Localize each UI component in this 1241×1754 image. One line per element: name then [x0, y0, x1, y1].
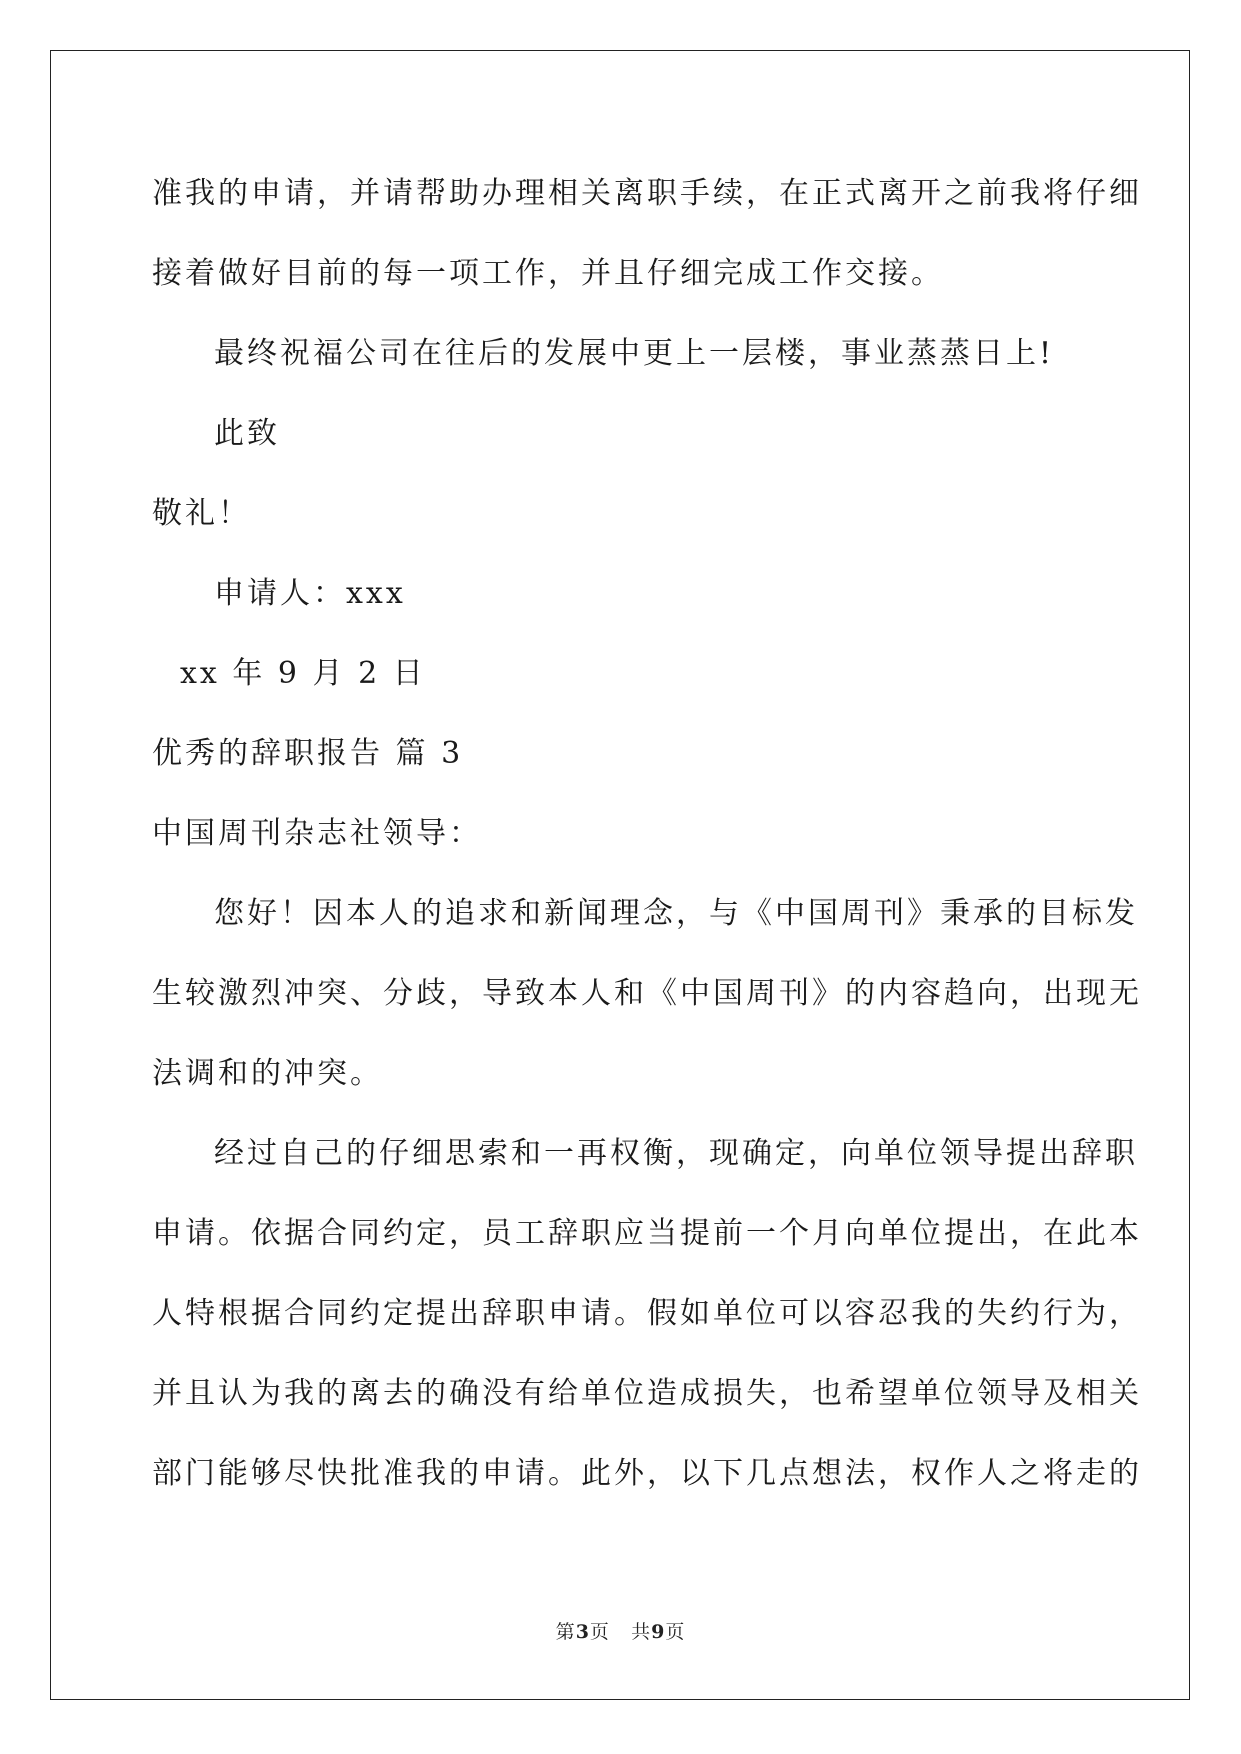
page-suffix: 页 [589, 1621, 610, 1643]
section-heading: 优秀的辞职报告 篇 3 [152, 736, 464, 771]
page-footer [0, 1617, 1241, 1644]
page-frame [50, 50, 1190, 1700]
text-line-1: 准我的申请，并请帮助办理相关离职手续，在正式离开之前我将仔细 [152, 176, 1142, 211]
text-line-3: 最终祝福公司在往后的发展中更上一层楼，事业蒸蒸日上! [214, 336, 1055, 371]
text-line-recipient: 中国周刊杂志社领导： [152, 816, 482, 851]
page-total: 9 [651, 1621, 666, 1643]
text-line-applicant: 申请人：xxx [214, 576, 406, 611]
text-line-closing: 此致 [214, 416, 280, 451]
total-suffix: 页 [665, 1621, 686, 1643]
text-line-salute: 敬礼！ [152, 496, 251, 531]
text-line-16: 并且认为我的离去的确没有给单位造成损失，也希望单位领导及相关 [152, 1376, 1142, 1411]
text-line-13: 经过自己的仔细思索和一再权衡，现确定，向单位领导提出辞职 [214, 1136, 1138, 1171]
total-prefix: 共 [631, 1621, 652, 1643]
text-line-15: 人特根据合同约定提出辞职申请。假如单位可以容忍我的失约行为， [152, 1296, 1142, 1331]
text-line-2: 接着做好目前的每一项工作，并且仔细完成工作交接。 [152, 256, 944, 291]
text-line-11: 生较激烈冲突、分歧，导致本人和《中国周刊》的内容趋向，出现无 [152, 976, 1142, 1011]
text-line-10: 您好！因本人的追求和新闻理念，与《中国周刊》秉承的目标发 [214, 896, 1138, 931]
page-current: 3 [575, 1621, 590, 1643]
text-line-date: xx 年 9 月 2 日 [180, 656, 426, 691]
text-line-17: 部门能够尽快批准我的申请。此外，以下几点想法，权作人之将走的 [152, 1456, 1142, 1491]
text-line-14: 申请。依据合同约定，员工辞职应当提前一个月向单位提出，在此本 [152, 1216, 1142, 1251]
page-prefix: 第 [555, 1621, 576, 1643]
text-line-12: 法调和的冲突。 [152, 1056, 383, 1091]
